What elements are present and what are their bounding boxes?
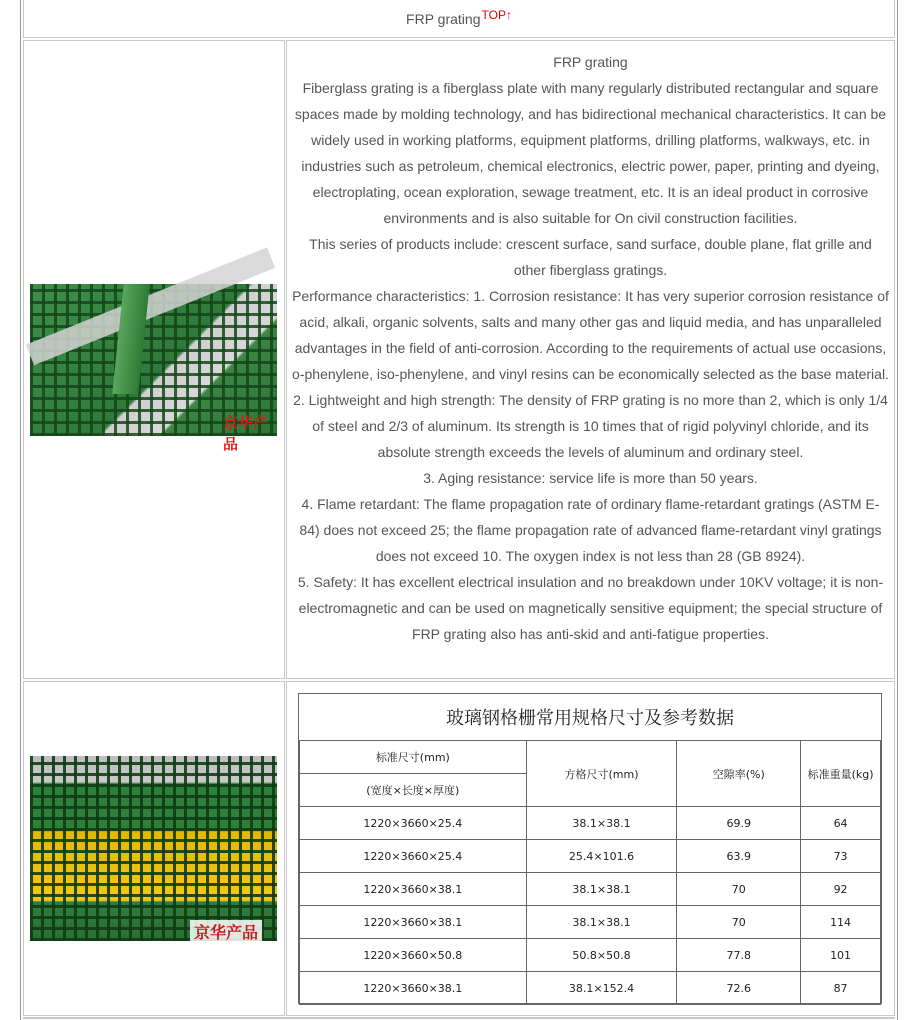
cell-mesh: 50.8×50.8 bbox=[526, 939, 677, 972]
cell-weight: 73 bbox=[801, 840, 881, 873]
cell-mesh: 38.1×38.1 bbox=[526, 873, 677, 906]
cell-void: 70 bbox=[677, 873, 801, 906]
cell-size: 1220×3660×38.1 bbox=[300, 873, 527, 906]
cell-size: 1220×3660×50.8 bbox=[300, 939, 527, 972]
cell-void: 77.8 bbox=[677, 939, 801, 972]
cell-void: 72.6 bbox=[677, 972, 801, 1005]
frp-grating-photo-yellow-green bbox=[30, 756, 277, 941]
cell-weight: 101 bbox=[801, 939, 881, 972]
cell-void: 70 bbox=[677, 906, 801, 939]
section-header bbox=[23, 0, 895, 38]
table-row bbox=[300, 807, 881, 840]
description-paragraph: 4. Flame retardant: The flame propagation rate of ordinary flame-retardant gratings (ASTM E-84) does not exceed 25; the flame propagation rate of advanced flame-retardant vinyl gratings does not exceed 10. The oxygen index is not less than 28 (GB 8924). bbox=[299, 496, 882, 564]
description-heading: FRP grating bbox=[553, 54, 628, 70]
description-paragraph: Performance characteristics: 1. Corrosion resistance: It has very superior corrosion resistance of acid, alkali, organic solvents, salts and many other gas and liquid media, and has unparalleled advantages in the field of anti-corrosion. According to the requirements of actual use occasions, o-phenylene, iso-phenylene, and vinyl resins can be economically selected as the base material. bbox=[292, 288, 889, 382]
description-paragraph: This series of products include: crescent surface, sand surface, double plane, flat grille and other fiberglass gratings. bbox=[309, 236, 872, 278]
back-to-top-link[interactable]: TOP↑ bbox=[481, 7, 512, 22]
description-paragraph: 2. Lightweight and high strength: The density of FRP grating is no more than 2, which is only 1/4 of steel and 2/3 of aluminum. Its strength is 10 times that of rigid polyvinyl chloride, and its absolute strength exceeds the levels of aluminum and ordinary steel. bbox=[293, 392, 888, 460]
description-paragraph: 3. Aging resistance: service life is more than 50 years. bbox=[423, 470, 758, 486]
cell-size: 1220×3660×38.1 bbox=[300, 972, 527, 1005]
cell-mesh: 38.1×152.4 bbox=[526, 972, 677, 1005]
photo-watermark: 京华产品 bbox=[223, 414, 269, 453]
table-row bbox=[300, 906, 881, 939]
col-header-void: 空隙率(%) bbox=[677, 741, 801, 807]
cell-size: 1220×3660×25.4 bbox=[300, 840, 527, 873]
spec-table bbox=[299, 740, 881, 1005]
photo-watermark: 京华产品 bbox=[190, 920, 262, 943]
col-header-size: 标准尺寸(mm) bbox=[300, 741, 527, 774]
table-row bbox=[300, 972, 881, 1005]
cell-weight: 87 bbox=[801, 972, 881, 1005]
cell-mesh: 38.1×38.1 bbox=[526, 906, 677, 939]
table-row bbox=[300, 840, 881, 873]
spec-table-title: 玻璃钢格栅常用规格尺寸及参考数据 bbox=[299, 694, 881, 741]
table-row bbox=[300, 873, 881, 906]
section-title: FRP grating bbox=[406, 10, 481, 27]
description-paragraph: Fiberglass grating is a fiberglass plate with many regularly distributed rectangular and square spaces made by molding technology, and has bidirectional mechanical characteristics. It can be widely used in working platforms, equipment platforms, drilling platforms, walkways, etc. in industries such as petroleum, chemical electronics, electric power, paper, printing and dyeing, electroplating, ocean exploration, sewage treatment, etc. It is an ideal product in corrosive environments and is also suitable for On civil construction facilities. bbox=[294, 80, 887, 226]
cell-weight: 64 bbox=[801, 807, 881, 840]
cell-mesh: 38.1×38.1 bbox=[526, 807, 677, 840]
cell-void: 63.9 bbox=[677, 840, 801, 873]
frp-grating-photo-green bbox=[30, 284, 277, 453]
cell-size: 1220×3660×25.4 bbox=[300, 807, 527, 840]
cell-weight: 114 bbox=[801, 906, 881, 939]
cell-size: 1220×3660×38.1 bbox=[300, 906, 527, 939]
cell-weight: 92 bbox=[801, 873, 881, 906]
photo-post bbox=[112, 284, 150, 394]
table-row bbox=[300, 939, 881, 972]
outer-border-right bbox=[897, 0, 898, 1020]
table-bottom-border bbox=[23, 1017, 895, 1019]
outer-border-left bbox=[20, 0, 21, 1020]
cell-mesh: 25.4×101.6 bbox=[526, 840, 677, 873]
description-paragraph: 5. Safety: It has excellent electrical insulation and no breakdown under 10KV voltage; it is non-electromagnetic and can be used on magnetically sensitive equipment; the special structure of FRP grating also has anti-skid and anti-fatigue properties. bbox=[297, 574, 884, 642]
cell-void: 69.9 bbox=[677, 807, 801, 840]
col-header-mesh: 方格尺寸(mm) bbox=[526, 741, 677, 807]
product-description bbox=[292, 49, 889, 647]
col-header-size-sub: (宽度×长度×厚度) bbox=[300, 774, 527, 807]
spec-table-image bbox=[298, 693, 882, 1004]
col-header-weight: 标准重量(kg) bbox=[801, 741, 881, 807]
